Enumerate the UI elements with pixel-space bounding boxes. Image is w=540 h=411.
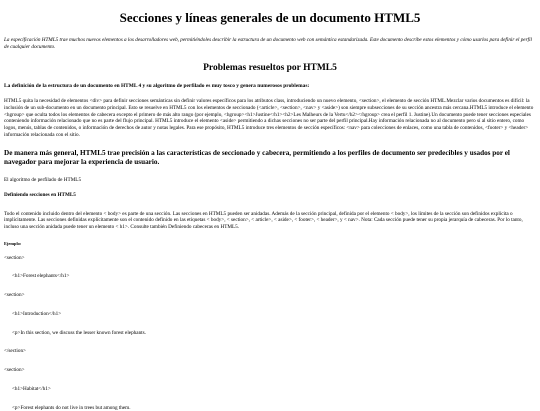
summary-statement: De manera más general, HTML5 trae precisión a las características de seccionado y cabecera, permitiendo a los perfiles de documento ser predecibles y usados por el navegador para mejorar la experiencia de usuario. <box>4 148 510 167</box>
code-line: <h1>Introduction</h1> <box>12 310 62 317</box>
code-line: <section> <box>4 292 25 299</box>
code-line: <h1>Habitat</h1> <box>12 385 51 392</box>
code-line: <section> <box>4 367 25 374</box>
code-line: <h1>Forest elephants</h1> <box>12 273 70 280</box>
code-line: <section> <box>4 254 25 261</box>
defining-sections-heading: Definiendo secciones en HTML5 <box>4 191 76 198</box>
code-line: <p>Forest elephants do not live in trees but among them. <box>12 404 131 411</box>
body-paragraph-1: HTML5 quita la necesidad de elementos <div> para definir secciones semánticas sin definir valores específicos para los atributos class, introduciendo un nuevo elemento, <section>, el elemento de sección HTML.Mezclar varios documentos es difícil: la inclusión de un sub-documento en un documento principal. Esto se resuelve en HTML5 con los elementos de seccionado (<article>, <section>, <nav> y <aside>) son siempre subsecciones de su sección ancestra más cercana.HTML5 introduce el elemento <hgroup> que oculta todos los elementos de cabecera excepto el primero de más alto rango (por ejemplo, <hgroup><h1>Justine</h1><h2>Les Malheurs de la Vertu</h2></hgroup> crea el perfil 1. Justine).Un documento puede tener secciones especiales conteniendo información relacionado que no es parte del flujo principal. HTML5 introduce el elemento <aside> permitiendo a dichas secciones no ser parte del perfil principal.Hay información relacionada no al documento pero sí al sitio entero, como logos, menús, tablas de contenidos, o información de derechos de autor y notas legales. Para ese propósito, HTML5 introduce tres elementos de sección específicos: <nav> para colecciones de enlaces, como una tabla de contenidos, <footer> y <header> información relacionada con el sitio. <box>4 98 534 138</box>
example-label: Ejemplo: <box>4 240 22 246</box>
code-line: <p>In this section, we discuss the lesser known forest elephants. <box>12 329 146 336</box>
code-example <box>4 255 536 411</box>
algorithm-label: El algoritmo de perfilado de HTML5 <box>4 177 82 184</box>
section-heading: Problemas resueltos por HTML5 <box>203 62 337 73</box>
problem-statement: La definición de la estructura de un documento en HTML 4 y su algoritmo de perfilado es muy tosco y genera numerosos problemas: <box>4 83 310 90</box>
intro-paragraph: La especificación HTML5 trae muchos nuevos elementos a los desarrolladores web, permitiéndoles describir la estructura de un documento web con semántica estandarizada. Este documento describe estos elementos y cómo usarlos para definir el perfil de cualquier documento. <box>4 37 532 51</box>
page-title: Secciones y líneas generales de un documento HTML5 <box>119 10 421 25</box>
code-line: </section> <box>4 348 26 355</box>
body-paragraph-2: Todo el contenido incluido dentro del elemento < body> es parte de una sección. Las secciones en HTML5 pueden ser anidadas. Además de la sección principal, definida por el elemento < body>, los límites de la sección son definidos explícita o implícitamente. Las secciones definidas explícitamente son el contenido definido en las etiquetas < body>, < section>, < article>, < aside>, < footer>, < header>, y < nav>. Nota: Cada sección puede tener su propia jerarquía de cabeceras. Por lo tanto, incluso una sección anidada puede tener un elemento < h1>. Consulte también Definiendo cabeceras en HTML5. <box>4 210 523 231</box>
